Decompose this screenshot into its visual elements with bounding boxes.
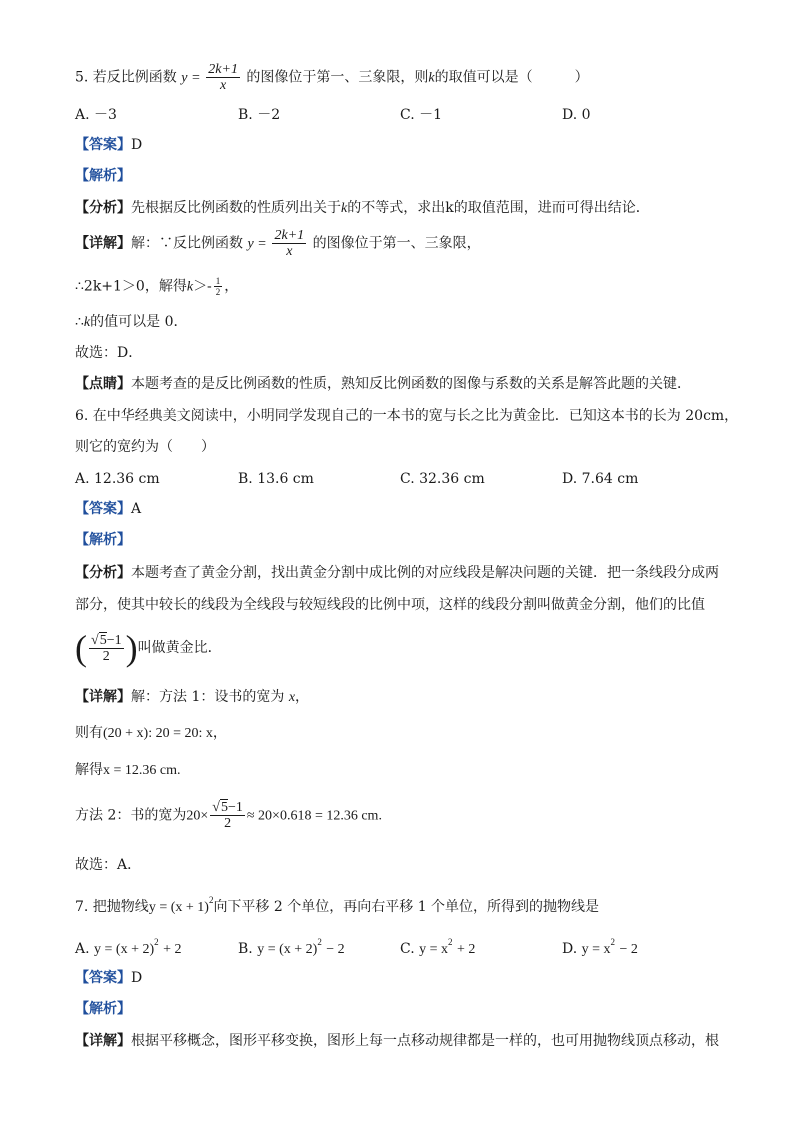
q7-analysis-label: 【解析】 bbox=[75, 1001, 131, 1017]
q7-stem-exp: 2 bbox=[208, 895, 214, 905]
q7-option-b-tail: − 2 bbox=[326, 942, 345, 957]
q7-stem-func: y = (x + 1) bbox=[148, 900, 209, 915]
q5-stem bbox=[75, 62, 589, 93]
q5-fenxi-k: k bbox=[341, 201, 348, 216]
q6-fenxi-text1: 本题考查了黄金分割，找出黄金分割中成比例的对应线段是解决问题的关键．把一条线段分成两 bbox=[131, 565, 719, 581]
q5-option-c: C. －1 bbox=[400, 107, 443, 123]
q6-method2 bbox=[75, 800, 382, 832]
q5-ineq-gt: ＞- bbox=[193, 278, 212, 295]
q6-m2-rest: −1 bbox=[227, 800, 243, 815]
q5-answer bbox=[75, 136, 142, 154]
q7-option-a-tail: + 2 bbox=[163, 942, 182, 957]
q6-eq-prefix: 则有 bbox=[75, 725, 103, 741]
q6-xiangjie bbox=[75, 688, 309, 707]
q6-solve bbox=[75, 761, 181, 780]
q5-fenxi-a: 先根据反比例函数的性质列出关于 bbox=[131, 200, 341, 216]
q7-xiangjie-label: 【详解】 bbox=[75, 1033, 131, 1049]
q5-ineq-den: 2 bbox=[215, 287, 221, 297]
q7-option-b bbox=[238, 933, 345, 959]
q6-option-d: D. 7.64 cm bbox=[562, 471, 639, 487]
q7-option-a-exp: 2 bbox=[154, 937, 159, 947]
q5-xiangjie-b: 的图像位于第一、三象限， bbox=[312, 235, 481, 252]
q6-fenxi-text3: 叫做黄金比． bbox=[137, 640, 222, 656]
q6-select: 故选：A． bbox=[75, 857, 142, 873]
q7-option-d-label: D. bbox=[562, 941, 578, 957]
q6-solve-body: x = 12.36 cm. bbox=[103, 763, 181, 778]
q6-option-a: A. 12.36 cm bbox=[75, 471, 160, 487]
q7-option-d bbox=[562, 933, 638, 959]
q6-option-b: B. 13.6 cm bbox=[238, 471, 314, 487]
q5-xiangjie-func-y: y bbox=[247, 236, 254, 252]
q5-option-b: B. －2 bbox=[238, 107, 281, 123]
q5-stem-end: 的取值可以是（ ） bbox=[434, 69, 589, 86]
q6-m2-b: ≈ 20×0.618 = 12.36 cm. bbox=[246, 808, 382, 824]
q7-stem-prefix: 7. 把抛物线 bbox=[75, 899, 149, 915]
q6-fenxi-line2: 部分，使其中较长的线段为全线段与较短线段的比例中项，这样的线段分割叫做黄金分割，他们的比值 bbox=[75, 597, 705, 613]
q7-stem-suffix: 向下平移 2 个单位，再向右平移 1 个单位，所得到的抛物线是 bbox=[213, 899, 600, 915]
q5-answer-label: 【答案】 bbox=[75, 137, 131, 153]
q6-fenxi-line3 bbox=[75, 630, 222, 666]
q6-fenxi-label: 【分析】 bbox=[75, 565, 131, 581]
q6-eq-body: (20 + x): 20 = 20: x bbox=[103, 726, 213, 741]
q7-answer-label: 【答案】 bbox=[75, 970, 131, 986]
q6-ratio-numerator: √5−1 bbox=[91, 632, 122, 648]
q5-option-d: D. 0 bbox=[562, 107, 591, 123]
q6-xiangjie-label: 【详解】 bbox=[75, 689, 131, 705]
q5-answer-value: D bbox=[131, 137, 143, 153]
q5-func-fraction bbox=[206, 62, 240, 93]
q6-xiangjie-b: ， bbox=[295, 689, 310, 705]
q6-m2-a: 20× bbox=[186, 808, 209, 824]
q7-stem bbox=[75, 891, 599, 917]
q7-answer-value: D bbox=[131, 970, 143, 986]
q5-dianjing-label: 【点睛】 bbox=[75, 376, 131, 392]
q5-xiangjie-denominator: x bbox=[286, 244, 293, 259]
q7-xiangjie bbox=[75, 1032, 719, 1050]
q7-option-a-label: A. bbox=[75, 941, 90, 957]
q6-m2-sqrt: 5 bbox=[220, 800, 228, 815]
q5-stem-k: k bbox=[428, 70, 435, 86]
q7-option-a-body: y = (x + 2) bbox=[94, 942, 155, 957]
q5-xiangjie-func-eq: = bbox=[258, 236, 267, 252]
q7-option-b-exp: 2 bbox=[317, 937, 322, 947]
q5-fenxi-label: 【分析】 bbox=[75, 200, 131, 216]
q5-func-denominator: x bbox=[220, 78, 227, 93]
q5-value-b: 的值可以是 0． bbox=[90, 314, 188, 330]
q5-dianjing-text: 本题考查的是反比例函数的性质，熟知反比例函数的图像与系数的关系是解答此题的关键． bbox=[131, 376, 691, 392]
q6-m2-denominator: 2 bbox=[224, 816, 232, 831]
q6-ratio-denominator: 2 bbox=[102, 648, 110, 664]
q6-m2-prefix: 方法 2：书的宽为 bbox=[75, 807, 187, 824]
q5-ineq-end: ， bbox=[224, 278, 239, 295]
q7-option-b-body: y = (x + 2) bbox=[257, 942, 318, 957]
q6-ratio-rest: −1 bbox=[106, 632, 122, 648]
q5-xiangjie-a: 解：∵反比例函数 bbox=[131, 235, 243, 252]
q5-option-a: A. －3 bbox=[75, 107, 117, 123]
q6-answer-value: A bbox=[131, 501, 142, 517]
q5-value-a: ∴ bbox=[75, 314, 84, 330]
q5-stem-middle: 的图像位于第一、三象限，则 bbox=[246, 69, 429, 86]
q6-option-c: C. 32.36 cm bbox=[400, 471, 485, 487]
q7-option-a bbox=[75, 933, 182, 959]
q6-ratio-fraction bbox=[89, 633, 124, 664]
q5-inequality bbox=[75, 276, 238, 297]
q6-ratio-sqrt: 5 bbox=[99, 632, 107, 648]
q5-ineq-a: ∴2k+1＞0，解得 bbox=[75, 278, 187, 295]
q5-fenxi-b: 的不等式，求出k的取值范围，进而可得出结论． bbox=[347, 200, 650, 216]
q6-solve-prefix: 解得 bbox=[75, 762, 103, 778]
q6-answer bbox=[75, 500, 141, 518]
q5-select: 故选：D． bbox=[75, 345, 143, 361]
q7-option-c-tail: + 2 bbox=[456, 942, 476, 957]
q7-option-c-label: C. bbox=[400, 941, 415, 957]
q6-analysis-heading bbox=[75, 531, 131, 549]
q5-ineq-fraction bbox=[214, 276, 223, 297]
q5-xiangjie-numerator: 2k+1 bbox=[274, 228, 305, 243]
q5-value bbox=[75, 313, 188, 332]
q5-func-eq: = bbox=[191, 70, 200, 86]
q7-xiangjie-text: 根据平移概念，图形平移变换，图形上每一点移动规律都是一样的，也可用抛物线顶点移动，根 bbox=[131, 1033, 719, 1049]
q6-equation bbox=[75, 724, 227, 743]
q7-option-d-body: y = x bbox=[581, 942, 611, 957]
q6-m2-numerator: √5−1 bbox=[212, 800, 243, 815]
q5-analysis-heading bbox=[75, 167, 131, 185]
q5-analysis-label: 【解析】 bbox=[75, 168, 131, 184]
q5-ineq-k: k bbox=[186, 279, 194, 295]
q6-fenxi-line1 bbox=[75, 564, 719, 582]
q7-option-c-exp: 2 bbox=[448, 937, 453, 947]
q6-stem-line2: 则它的宽约为（ ） bbox=[75, 439, 215, 455]
q7-answer bbox=[75, 969, 142, 987]
q6-m2-fraction bbox=[210, 800, 245, 831]
q5-xiangjie-label: 【详解】 bbox=[75, 235, 131, 252]
q5-dianjing bbox=[75, 375, 691, 393]
q5-ineq-num: 1 bbox=[215, 276, 221, 286]
q7-option-c-body: y = x bbox=[419, 942, 449, 957]
q7-option-d-tail: − 2 bbox=[619, 942, 638, 957]
q6-ratio-paren-right: ) bbox=[125, 628, 138, 668]
q5-stem-prefix: 5. 若反比例函数 bbox=[75, 69, 177, 86]
q5-fenxi bbox=[75, 199, 650, 218]
q7-option-b-label: B. bbox=[238, 941, 253, 957]
q6-stem-line1: 6. 在中华经典美文阅读中，小明同学发现自己的一本书的宽与长之比为黄金比．已知这本书的长为 20cm， bbox=[75, 408, 739, 424]
q6-answer-label: 【答案】 bbox=[75, 501, 131, 517]
q5-func-y: y bbox=[181, 70, 188, 86]
q5-xiangjie-fraction bbox=[272, 228, 306, 259]
q5-value-k: k bbox=[83, 315, 91, 330]
q6-xiangjie-x: x bbox=[288, 690, 296, 705]
q5-xiangjie bbox=[75, 228, 481, 259]
q6-analysis-label: 【解析】 bbox=[75, 532, 131, 548]
q7-option-c bbox=[400, 933, 475, 959]
q7-analysis-heading bbox=[75, 1000, 131, 1018]
q7-option-d-exp: 2 bbox=[610, 937, 616, 947]
q6-eq-suffix: ， bbox=[212, 725, 227, 741]
q5-func-numerator: 2k+1 bbox=[208, 62, 238, 77]
q6-xiangjie-a: 解：方法 1：设书的宽为 bbox=[131, 689, 285, 705]
q6-ratio-paren-left: ( bbox=[75, 628, 87, 668]
